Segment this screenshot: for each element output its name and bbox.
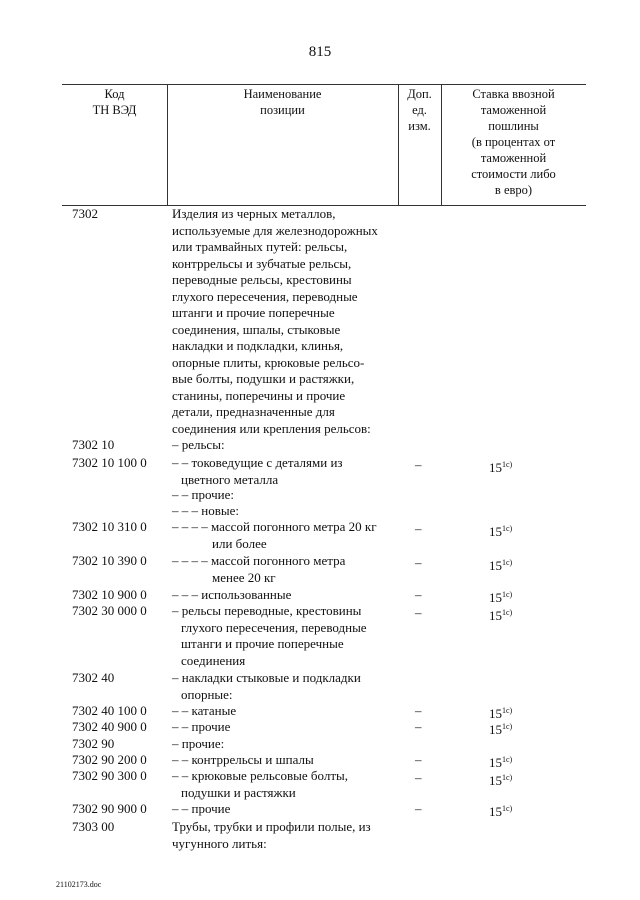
duty-rate-footnote: 1с)	[502, 590, 513, 599]
duty-rate-value: 15	[489, 460, 502, 475]
item-description-line: – – прочие	[172, 719, 231, 734]
duty-rate-value: 15	[489, 524, 502, 539]
footer-filename: 21102173.doc	[56, 880, 102, 889]
header-line: Доп.	[407, 87, 432, 101]
item-description-line: соединения, шпалы, стыковые	[172, 321, 341, 337]
header-line: таможенной	[480, 103, 547, 117]
duty-rate-footnote: 1с)	[502, 722, 513, 731]
duty-rate-footnote: 1с)	[502, 706, 513, 715]
duty-rate-value: 15	[489, 773, 502, 788]
commodity-code: 7302 40 900 0	[72, 719, 147, 734]
item-description-line: – накладки стыковые и подкладки	[172, 670, 361, 685]
header-line: Код	[104, 87, 125, 101]
item-description-line: – – – новые:	[172, 503, 239, 518]
supplementary-unit: –	[415, 555, 422, 570]
duty-rate	[489, 770, 512, 790]
item-description-line: – – прочие:	[172, 487, 234, 502]
commodity-code: 7302 40	[72, 670, 115, 685]
header-line: Наименование	[243, 87, 322, 101]
duty-rate	[489, 801, 512, 821]
item-description-line: или трамвайных путей: рельсы,	[172, 239, 348, 254]
duty-rate-footnote: 1с)	[502, 773, 513, 782]
duty-rate-value: 15	[489, 804, 502, 819]
header-line: таможенной	[480, 151, 547, 165]
item-description-line: – прочие:	[172, 736, 225, 751]
duty-rate	[489, 605, 512, 625]
item-description-line: чугунного литья:	[172, 835, 267, 851]
commodity-code: 7302 90 300 0	[72, 768, 147, 783]
header-line: Ставка ввозной	[472, 87, 555, 101]
header-code	[62, 86, 167, 118]
item-description-line: или более	[212, 535, 267, 551]
commodity-code: 7302 10 100 0	[72, 455, 147, 470]
commodity-code: 7302 10 310 0	[72, 519, 147, 534]
duty-rate-footnote: 1с)	[502, 608, 513, 617]
commodity-code: 7302	[72, 206, 98, 221]
header-line: в евро)	[494, 183, 533, 197]
item-description-line: глухого пересечения, переводные	[181, 619, 367, 635]
supplementary-unit: –	[415, 752, 422, 767]
duty-rate-value: 15	[489, 755, 502, 770]
item-description-line: – – – – массой погонного метра	[172, 553, 346, 568]
table-top-rule	[62, 84, 586, 85]
item-description-line: – – катаные	[172, 703, 237, 718]
item-description-line: накладки и подкладки, клинья,	[172, 338, 344, 353]
duty-rate	[489, 587, 512, 607]
supplementary-unit: –	[415, 770, 422, 785]
item-description-line: – рельсы переводные, крестовины	[172, 603, 362, 618]
duty-rate-footnote: 1с)	[502, 524, 513, 533]
supplementary-unit: –	[415, 587, 422, 602]
commodity-code: 7303 00	[72, 819, 115, 834]
supplementary-unit: –	[415, 457, 422, 472]
header-line: стоимости либо	[471, 167, 556, 181]
supplementary-unit: –	[415, 703, 422, 718]
header-unit	[398, 86, 441, 134]
header-name	[167, 86, 398, 118]
supplementary-unit: –	[415, 605, 422, 620]
item-description-line: штанги и прочие поперечные	[181, 636, 344, 651]
duty-rate-value: 15	[489, 722, 502, 737]
duty-rate	[489, 555, 512, 575]
item-description-line: подушки и растяжки	[181, 784, 296, 800]
item-description-line: цветного металла	[181, 471, 279, 487]
item-description-line: переводные рельсы, крестовины	[172, 272, 352, 287]
item-description-line: опорные:	[181, 686, 233, 702]
item-description-line: станины, поперечины и прочие	[172, 387, 346, 403]
item-description-line: вые болты, подушки и растяжки,	[172, 371, 355, 386]
duty-rate	[489, 521, 512, 541]
page-number: 815	[308, 44, 332, 60]
item-description-line: – рельсы:	[172, 437, 225, 452]
commodity-code: 7302 10	[72, 437, 115, 452]
duty-rate-value: 15	[489, 590, 502, 605]
item-description-line: Трубы, трубки и профили полые, из	[172, 819, 371, 834]
item-description-line: контррельсы и зубчатые рельсы,	[172, 255, 352, 271]
item-description-line: менее 20 кг	[212, 569, 276, 585]
commodity-code: 7302 10 900 0	[72, 587, 147, 602]
item-description-line: детали, предназначенные для	[172, 404, 335, 419]
header-line: (в процентах от	[471, 135, 556, 149]
commodity-code: 7302 30 000 0	[72, 603, 147, 618]
item-description-line: соединения или крепления рельсов:	[172, 420, 371, 436]
item-description-line: глухого пересечения, переводные	[172, 288, 358, 304]
item-description-line: – – токоведущие с деталями из	[172, 455, 343, 470]
item-description-line: соединения	[181, 652, 246, 668]
item-description-line: – – контррельсы и шпалы	[172, 752, 314, 767]
header-rate	[441, 86, 586, 198]
header-line: позиции	[260, 103, 305, 117]
duty-rate-footnote: 1с)	[502, 804, 513, 813]
supplementary-unit: –	[415, 801, 422, 816]
item-description-line: Изделия из черных металлов,	[172, 206, 336, 221]
item-description-line: штанги и прочие поперечные	[172, 305, 335, 320]
commodity-code: 7302 10 390 0	[72, 553, 147, 568]
duty-rate	[489, 719, 512, 739]
commodity-code: 7302 90 900 0	[72, 801, 147, 816]
duty-rate-value: 15	[489, 706, 502, 721]
item-description-line: используемые для железнодорожных	[172, 222, 378, 238]
commodity-code: 7302 90	[72, 736, 115, 751]
header-line: ТН ВЭД	[92, 103, 137, 117]
item-description-line: – – – – массой погонного метра 20 кг	[172, 519, 377, 534]
duty-rate-footnote: 1с)	[502, 558, 513, 567]
duty-rate-footnote: 1с)	[502, 460, 513, 469]
duty-rate-value: 15	[489, 558, 502, 573]
header-line: изм.	[408, 119, 431, 133]
commodity-code: 7302 40 100 0	[72, 703, 147, 718]
item-description-line: – – крюковые рельсовые болты,	[172, 768, 349, 783]
duty-rate-footnote: 1с)	[502, 755, 513, 764]
commodity-code: 7302 90 200 0	[72, 752, 147, 767]
item-description-line: опорные плиты, крюковые рельсо-	[172, 354, 365, 370]
header-line: ед.	[412, 103, 427, 117]
item-description-line: – – – использованные	[172, 587, 292, 602]
item-description-line: – – прочие	[172, 801, 231, 816]
supplementary-unit: –	[415, 521, 422, 536]
header-line: пошлины	[488, 119, 539, 133]
duty-rate	[489, 752, 512, 772]
duty-rate	[489, 457, 512, 477]
duty-rate-value: 15	[489, 608, 502, 623]
supplementary-unit: –	[415, 719, 422, 734]
